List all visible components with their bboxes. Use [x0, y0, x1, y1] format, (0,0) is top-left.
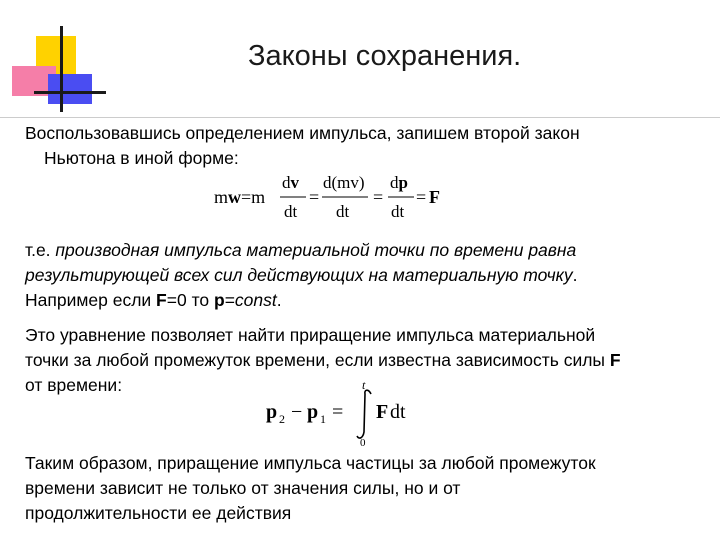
svg-text:dv: dv — [282, 173, 299, 192]
svg-text:dp: dp — [390, 173, 408, 192]
svg-text:=: = — [373, 187, 384, 207]
example-text-2: =0 то — [166, 290, 214, 310]
svg-text:F: F — [376, 401, 389, 423]
para3-line3: от времени: — [25, 375, 123, 395]
para4-line2: времени зависит не только от значения силы, но и от — [25, 478, 461, 498]
slide-title: Законы сохранения. — [248, 40, 522, 72]
para4-line3: продолжительности ее действия — [25, 503, 292, 523]
const-word: const — [234, 290, 277, 310]
equals-sign: = — [224, 290, 235, 310]
svg-text:1: 1 — [320, 412, 326, 426]
example-dot: . — [276, 290, 282, 310]
svg-text:d(mv): d(mv) — [323, 173, 365, 192]
svg-text:−: − — [286, 401, 308, 423]
para2-prefix: т.е. — [25, 240, 56, 260]
para1-line2: Ньютона в иной форме: — [44, 148, 239, 168]
momentum-symbol: p — [213, 290, 225, 310]
para2-dot: . — [572, 265, 578, 285]
svg-text:dt: dt — [336, 202, 350, 221]
example-text: Например если — [25, 290, 157, 310]
para1-line1: Воспользовавшись определением импульса, запишем второй закон — [25, 123, 580, 143]
svg-text:p: p — [266, 401, 278, 423]
para3-line2 — [25, 348, 621, 373]
para2-line1 — [25, 238, 576, 263]
svg-text:dt: dt — [391, 202, 405, 221]
para4-line1: Таким образом, приращение импульса частицы за любой промежуток — [25, 453, 596, 473]
svg-text:F: F — [429, 187, 440, 207]
svg-text:p: p — [307, 401, 319, 423]
para3-line1: Это уравнение позволяет найти приращение импульса материальной — [25, 325, 596, 345]
svg-text:2: 2 — [279, 412, 285, 426]
svg-text:dt: dt — [390, 401, 406, 423]
svg-text:0: 0 — [360, 437, 366, 449]
svg-text:mw=m: mw=m — [214, 187, 266, 207]
logo-vertical-line — [60, 26, 63, 112]
momentum-integral-formula — [262, 380, 452, 450]
svg-text:dt: dt — [284, 202, 298, 221]
title-divider — [0, 117, 720, 118]
logo-blue-square — [48, 74, 92, 104]
force-symbol: F — [156, 290, 167, 310]
svg-text:t: t — [362, 378, 366, 392]
svg-text:=: = — [416, 187, 427, 207]
para2-line2 — [25, 263, 578, 288]
para2-line3 — [25, 288, 282, 313]
para3-line2-text: точки за любой промежуток времени, если известна зависимость силы — [25, 350, 610, 370]
para2-italic-2: результирующей всех сил действующих на материальную точку — [25, 265, 573, 285]
svg-text:=: = — [309, 187, 320, 207]
force-symbol-2: F — [609, 350, 621, 370]
para2-italic-1: производная импульса материальной точки по времени равна — [55, 240, 577, 260]
svg-text:=: = — [327, 401, 349, 423]
newton-second-law-formula — [210, 170, 470, 226]
logo-horizontal-line — [34, 91, 106, 94]
slide-logo — [0, 0, 110, 115]
